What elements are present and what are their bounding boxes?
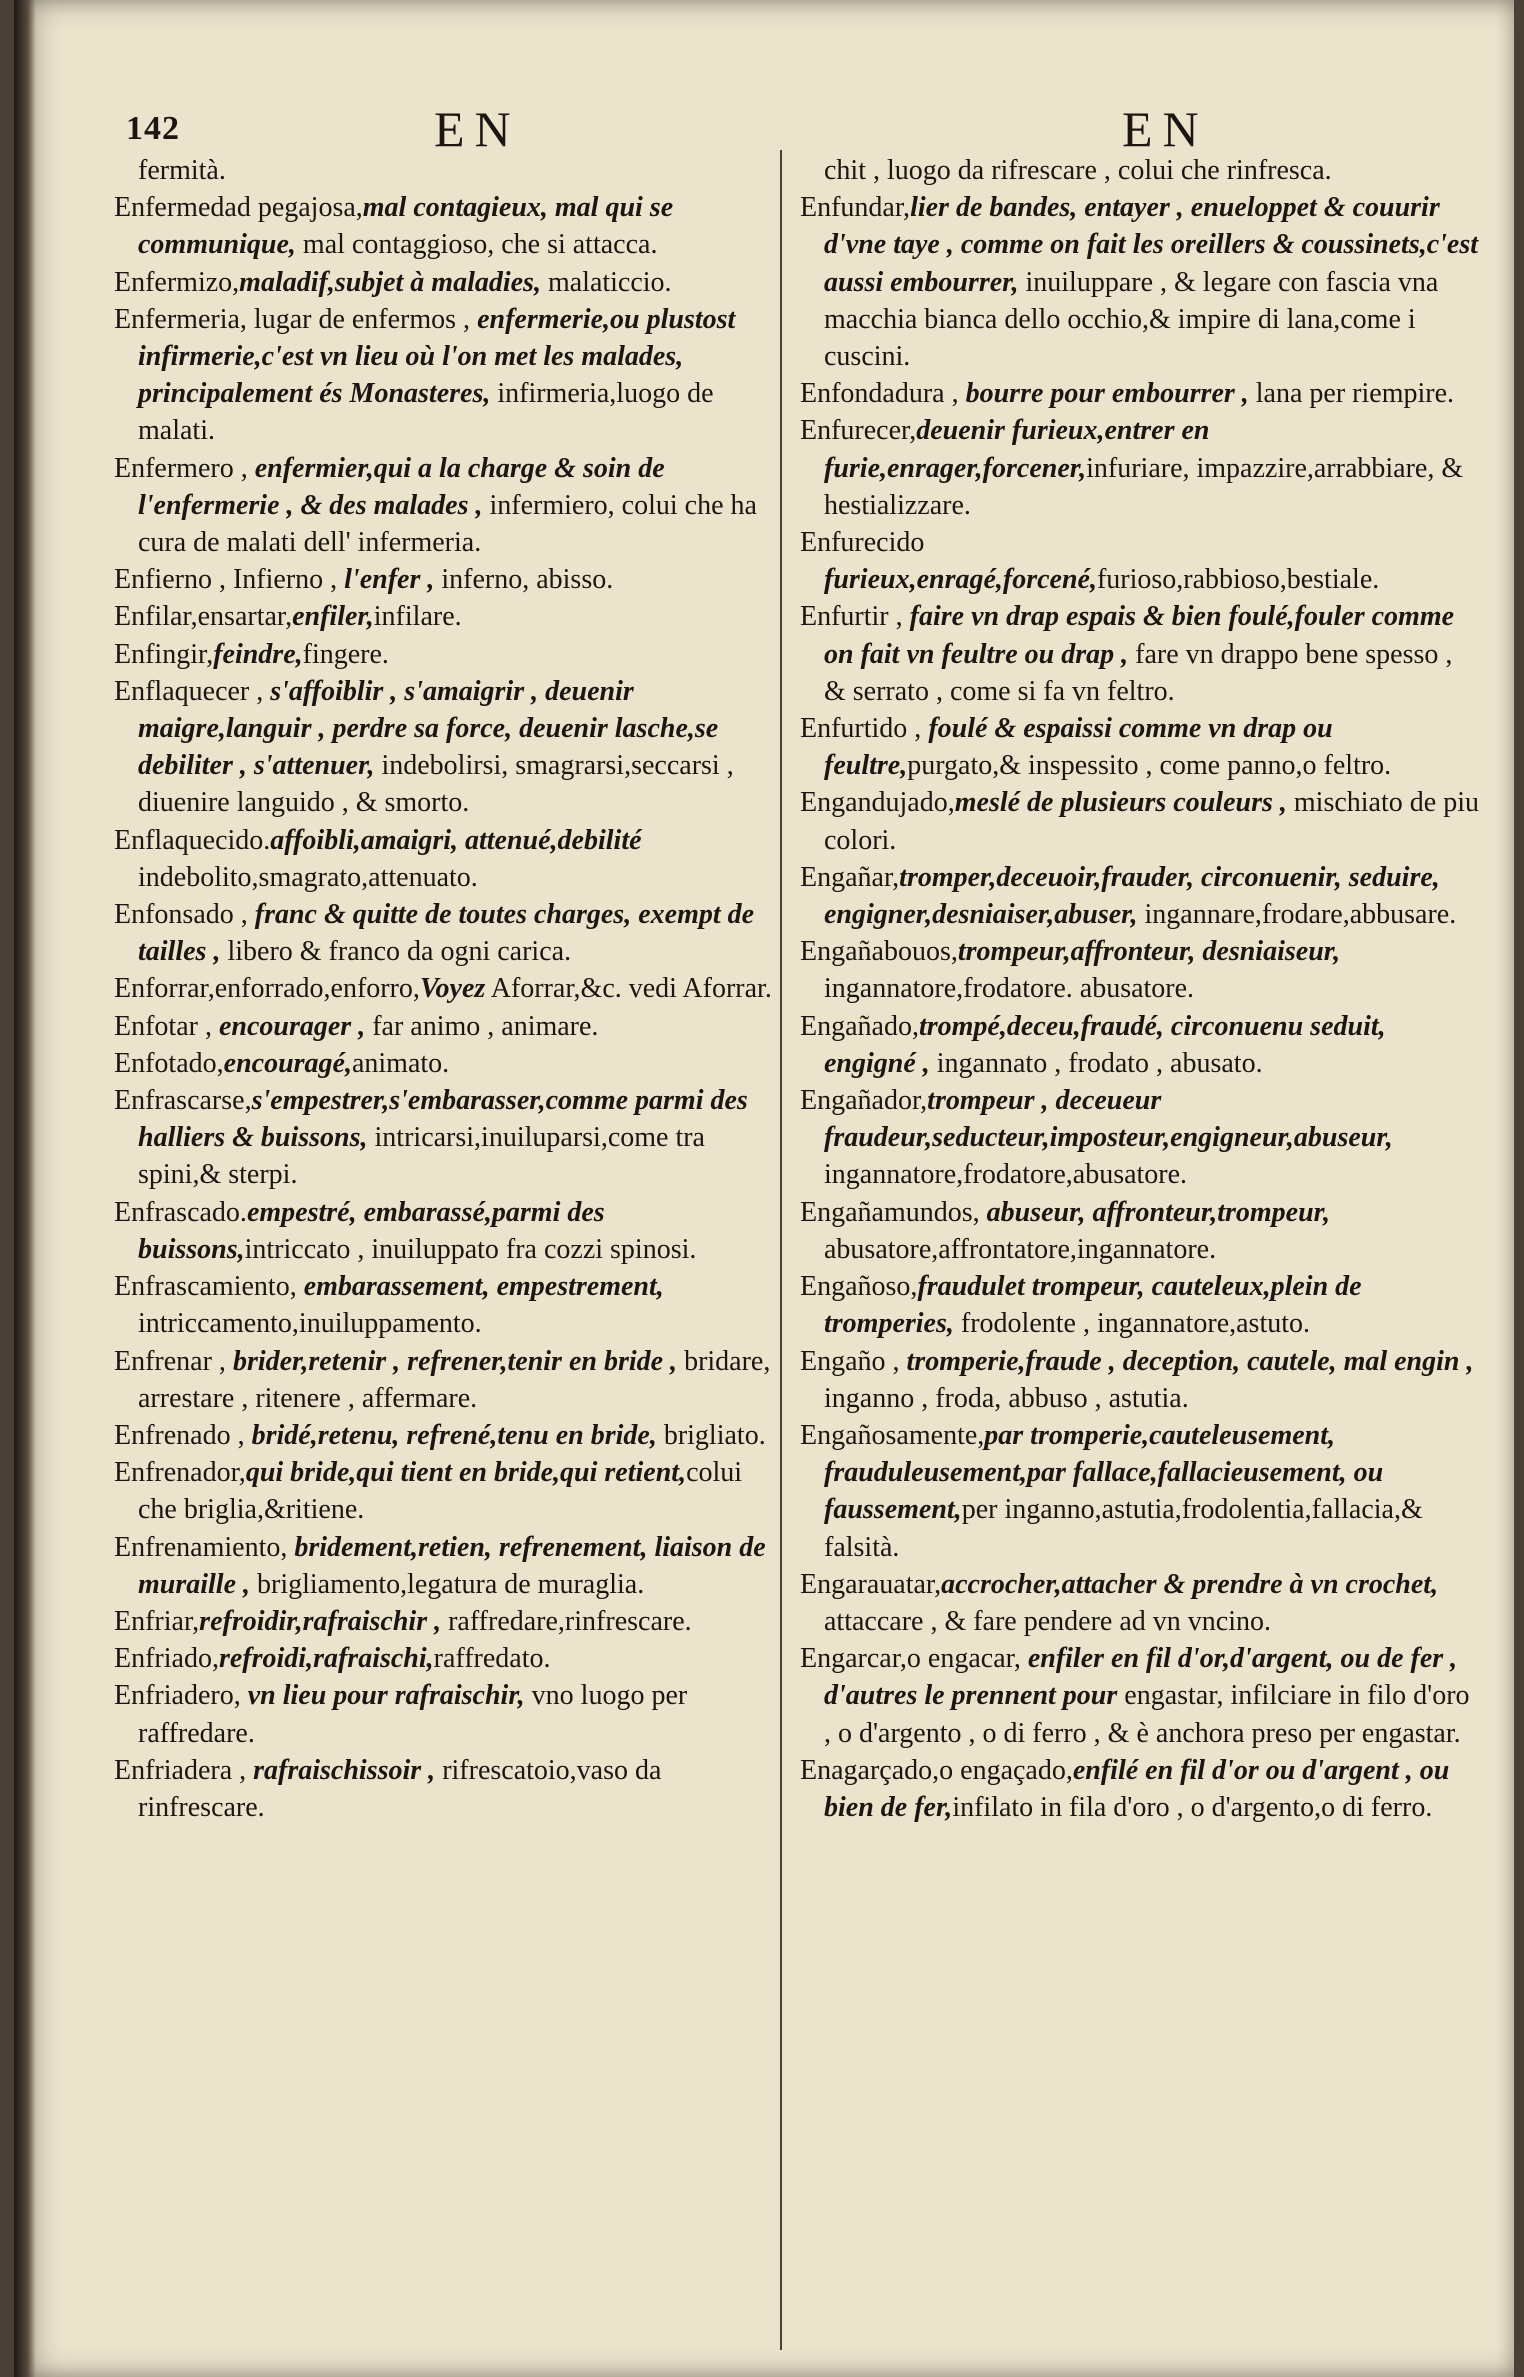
french-gloss: encourager , — [218, 1010, 366, 1042]
italian-gloss: mischiato de piu colori. — [824, 787, 1479, 856]
headword: Enfrenamiento, — [114, 1531, 295, 1563]
french-gloss: encouragé, — [223, 1047, 352, 1079]
dictionary-entry — [800, 784, 1480, 858]
french-gloss: enfiler en fil d'or,d'argent, ou de fer , d'autres le prennent pour — [824, 1643, 1458, 1712]
headword: Enfermedad pegajosa, — [114, 192, 363, 224]
italian-gloss: infirmeria,luogo de malati. — [138, 378, 714, 447]
headword: Engañabouos, — [800, 936, 958, 968]
italian-gloss: infuriare, impazzire,arrabbiare, & hestializzare. — [824, 452, 1464, 521]
italian-gloss: fingere. — [302, 638, 389, 670]
dictionary-entry — [114, 673, 784, 822]
headword: Enfurecer, — [800, 415, 917, 447]
italian-gloss: furioso,rabbioso,bestiale. — [1096, 564, 1380, 596]
dictionary-entry — [114, 598, 784, 635]
headword: Enfurtido , — [800, 713, 929, 745]
french-gloss: enfermier,qui a la charge & soin de l'enfermerie , & des malades , — [138, 452, 665, 521]
french-gloss: s'affoiblir , s'amaigrir , deuenir maigre,languir , perdre sa force, deuenir lasche,se debiliter , s'attenuer, — [138, 675, 719, 782]
french-gloss: bridement,retien, refrenement, liaison de muraille , — [138, 1531, 766, 1600]
dictionary-entry — [114, 896, 784, 970]
french-gloss: enfermerie,ou plustost infirmerie,c'est vn lieu où l'on met les malades, principalement és Monasteres, — [138, 303, 736, 410]
dictionary-entry — [800, 1082, 1480, 1194]
dictionary-entry — [800, 1194, 1480, 1268]
headword: Enfotado, — [114, 1047, 224, 1079]
french-gloss: maladif,subjet à maladies, — [239, 266, 541, 298]
headword: Enfingir, — [114, 638, 214, 670]
french-gloss: refroidi,rafraischi, — [218, 1643, 434, 1675]
headword: Enagarçado,o engaçado, — [800, 1754, 1073, 1786]
italian-gloss: animato. — [351, 1047, 450, 1079]
italian-gloss: indebolirsi, smagrarsi,seccarsi , diuenire languido , & smorto. — [138, 750, 734, 819]
italian-gloss: malaticcio. — [540, 266, 672, 298]
dictionary-entry — [114, 561, 784, 598]
headword: Engandujado, — [800, 787, 955, 819]
dictionary-entry — [114, 450, 784, 562]
headword: Engaño , — [800, 1345, 907, 1377]
french-gloss: par tromperie,cauteleusement, frauduleusement,par fallace,fallacieusement, ou faussement, — [824, 1419, 1384, 1526]
running-head-left: EN — [434, 101, 521, 157]
headword: Enfrascamiento, — [114, 1271, 304, 1303]
french-gloss: furieux,enragé,forcené, — [824, 564, 1097, 596]
italian-gloss: inganno , froda, abbuso , astutia. — [824, 1382, 1189, 1414]
italian-gloss: abusatore,affrontatore,ingannatore. — [824, 1233, 1217, 1265]
dictionary-entry — [114, 301, 784, 450]
italian-gloss: raffredare,rinfrescare. — [441, 1605, 692, 1637]
dictionary-entry — [800, 1008, 1480, 1082]
italian-gloss: ingannare,frodare,abbusare. — [1137, 899, 1457, 931]
french-gloss: s'empestrer,s'embarasser,comme parmi des halliers & buissons, — [138, 1085, 748, 1154]
italian-gloss: raffredato. — [433, 1643, 551, 1675]
headword: Enfermeria, lugar de enfermos , — [114, 303, 478, 335]
italian-gloss: fare vn drappo bene spesso , & serrato , come si fa vn feltro. — [824, 638, 1453, 707]
dictionary-entry — [800, 1752, 1480, 1826]
headword: Engarcar,o engacar, — [800, 1643, 1028, 1675]
french-gloss: foulé & espaissi comme vn drap ou feultre, — [824, 713, 1333, 782]
italian-gloss: brigliamento,legatura de muraglia. — [250, 1568, 645, 1600]
dictionary-entry — [800, 375, 1480, 412]
italian-gloss: bridare, arrestare , ritenere , affermare. — [138, 1345, 771, 1414]
french-gloss: enfilé en fil d'or ou d'argent , ou bien de fer, — [824, 1754, 1450, 1823]
italian-gloss: far animo , animare. — [365, 1010, 599, 1042]
headword: Engañado, — [800, 1010, 919, 1042]
italian-gloss: vno luogo per raffredare. — [138, 1680, 688, 1749]
french-gloss: Voyez — [419, 973, 486, 1005]
french-gloss: brider,retenir , refrener,tenir en bride , — [232, 1345, 678, 1377]
dictionary-entry — [800, 710, 1480, 784]
french-gloss: refroidir,rafraischir , — [199, 1605, 442, 1637]
french-gloss: abuseur, affronteur,trompeur, — [986, 1196, 1331, 1228]
headword: Enflaquecido. — [114, 824, 271, 856]
french-gloss: embarassement, empestrement, — [303, 1271, 664, 1303]
dictionary-entry — [800, 1640, 1480, 1752]
italian-gloss: inuiluppare , & legare con fascia vna macchia bianca dello occhio,& impire di lana,come i cuscini. — [824, 266, 1439, 373]
italian-gloss: engastar, infilciare in filo d'oro , o d'argento , o di ferro , & è anchora preso per engastar. — [824, 1680, 1470, 1749]
dictionary-entry — [800, 598, 1480, 710]
dictionary-entry — [800, 859, 1480, 933]
headword: Enfrascarse, — [114, 1085, 252, 1117]
dictionary-entry — [114, 1194, 784, 1268]
french-gloss: empestré, embarassé,parmi des buissons, — [138, 1196, 605, 1265]
dictionary-entry — [114, 1082, 784, 1194]
binding-shadow — [14, 0, 36, 2377]
french-gloss: bourre pour embourrer , — [965, 378, 1249, 410]
headword: Engañoso, — [800, 1271, 918, 1303]
italian-gloss: libero & franco da ogni carica. — [220, 936, 572, 968]
dictionary-entry — [800, 1343, 1480, 1417]
dictionary-entry — [114, 970, 784, 1007]
french-gloss: lier de bandes, entayer , enueloppet & couurir d'vne taye , comme on fait les oreillers & coussinets,c'est aussi embourrer, — [824, 192, 1479, 298]
italian-gloss: inferno, abisso. — [434, 564, 614, 596]
french-gloss: enfiler, — [292, 601, 374, 633]
headword: Enfrenador, — [114, 1457, 246, 1489]
book-page — [14, 0, 1514, 2377]
french-gloss: accrocher,attacher & prendre à vn crochet, — [941, 1568, 1439, 1600]
italian-gloss: ingannatore,frodatore. abusatore. — [824, 973, 1195, 1005]
italian-gloss: purgato,& inspessito , come panno,o feltro. — [907, 750, 1392, 782]
dictionary-entry — [114, 822, 784, 896]
dictionary-entry — [114, 1343, 784, 1417]
headword: Engañar, — [800, 861, 900, 893]
dictionary-entry — [114, 1529, 784, 1603]
dictionary-entry — [114, 1677, 784, 1751]
dictionary-entry — [114, 1640, 784, 1677]
italian-gloss: luogo da rifrescare , colui che rinfresca. — [880, 155, 1332, 186]
headword: Enfermizo, — [114, 266, 240, 298]
italian-gloss: lana per riempire. — [1248, 378, 1455, 410]
dictionary-entry — [114, 1045, 784, 1082]
italian-gloss: infilare. — [373, 601, 462, 633]
dictionary-entry — [800, 152, 1480, 189]
dictionary-entry — [114, 1454, 784, 1528]
italian-gloss: rifrescatoio,vaso da rinfrescare. — [138, 1754, 662, 1823]
headword: Enfriar, — [114, 1605, 200, 1637]
french-gloss: tromperie,fraude , deception, cautele, mal engin , — [906, 1345, 1474, 1377]
headword: Enfriadero, — [114, 1680, 248, 1712]
headword: Enfierno , Infierno , — [114, 564, 345, 596]
french-gloss: l'enfer , — [344, 564, 435, 596]
french-gloss: qui bride,qui tient en bride,qui retient, — [245, 1457, 687, 1489]
dictionary-entry — [114, 1752, 784, 1826]
headword: Engañador, — [800, 1085, 928, 1117]
headword: Enfurtir , — [800, 601, 910, 633]
headword: Enfrenar , — [114, 1345, 233, 1377]
french-gloss: affoibli,amaigri, attenué,debilité — [270, 824, 642, 856]
italian-gloss: brigliato. — [656, 1419, 766, 1451]
headword: Enfermero , — [114, 452, 255, 484]
italian-gloss: fermità. — [138, 155, 226, 186]
italian-gloss: infilato in fila d'oro , o d'argento,o di ferro. — [952, 1791, 1433, 1823]
headword: Enforrar,enforrado,enforro, — [114, 973, 420, 1005]
french-gloss: tromper,deceuoir,frauder, circonuenir, seduire, engigner,desniaiser,abuser, — [824, 861, 1440, 931]
french-gloss: vn lieu pour rafraischir, — [247, 1680, 525, 1712]
dictionary-entry — [114, 152, 784, 189]
headword: Enfotar , — [114, 1010, 219, 1042]
french-gloss: trompé,deceu,fraudé, circonuenu seduit, engigné , — [824, 1010, 1386, 1079]
right-column — [800, 152, 1480, 1826]
italian-gloss: ingannatore,frodatore,abusatore. — [824, 1159, 1188, 1191]
headword: Enflaquecer , — [114, 675, 271, 707]
dictionary-entry — [800, 1417, 1480, 1566]
dictionary-entry — [114, 1008, 784, 1045]
italian-gloss: ingannato , frodato , abusato. — [929, 1047, 1263, 1079]
italian-gloss: infermiero, colui che ha cura de malati dell' infermeria. — [138, 489, 757, 559]
french-gloss: franc & quitte de toutes charges, exempt de tailles , — [138, 899, 755, 968]
italian-gloss: mal contaggioso, che si attacca. — [295, 229, 658, 261]
dictionary-entry — [800, 1268, 1480, 1342]
headword: Enfrascado. — [114, 1196, 247, 1228]
headword: Enfilar,ensartar, — [114, 601, 293, 633]
french-gloss: faire vn drap espais & bien foulé,fouler comme on fait vn feultre ou drap , — [824, 601, 1455, 670]
dictionary-entry — [800, 1566, 1480, 1640]
headword: Enfriadera , — [114, 1754, 254, 1786]
dictionary-entry — [114, 264, 784, 301]
italian-gloss: attaccare , & fare pendere ad vn vncino. — [824, 1605, 1271, 1637]
left-column — [114, 152, 784, 1826]
running-head-right: EN — [1122, 101, 1209, 157]
italian-gloss: intriccato , inuiluppato fra cozzi spinosi. — [244, 1233, 697, 1265]
headword: Enfonsado , — [114, 899, 255, 931]
french-gloss: mal contagieux, mal qui se communique, — [138, 192, 674, 261]
dictionary-entry — [114, 636, 784, 673]
headword: Enfundar, — [800, 192, 911, 224]
french-gloss: feindre, — [213, 638, 303, 670]
french-gloss: rafraischissoir , — [253, 1754, 436, 1786]
dictionary-entry — [800, 524, 1480, 598]
dictionary-entry — [114, 1603, 784, 1640]
french-gloss: trompeur , deceueur fraudeur,seducteur,imposteur,engigneur,abuseur, — [824, 1085, 1393, 1154]
italian-gloss: colui che briglia,&ritiene. — [138, 1457, 743, 1526]
headword: Enfondadura , — [800, 378, 966, 410]
dictionary-entry — [800, 933, 1480, 1007]
dictionary-entry — [114, 1268, 784, 1342]
headword: Enfurecido — [800, 527, 925, 559]
italian-gloss: intriccamento,inuiluppamento. — [138, 1308, 482, 1340]
italian-gloss: intricarsi,inuiluparsi,come tra spini,& sterpi. — [138, 1122, 705, 1191]
french-gloss: bridé,retenu, refrené,tenu en bride, — [251, 1419, 657, 1451]
dictionary-entry — [800, 189, 1480, 375]
dictionary-entry — [114, 189, 784, 263]
headword: Engañosamente, — [800, 1419, 985, 1451]
dictionary-entry — [114, 1417, 784, 1454]
page-number: 142 — [126, 110, 180, 147]
french-gloss: deuenir furieux,entrer en furie,enrager,forcener, — [824, 415, 1210, 484]
italian-gloss: indebolito,smagrato,attenuato. — [138, 861, 478, 893]
dictionary-entry — [800, 412, 1480, 524]
french-gloss: fraudulet trompeur, cauteleux,plein de tromperies, — [824, 1271, 1362, 1340]
italian-gloss: per inganno,astutia,frodolentia,fallacia,& falsità. — [824, 1494, 1423, 1563]
headword: Enfrenado , — [114, 1419, 252, 1451]
headword: Engañamundos, — [800, 1196, 987, 1228]
headword: Enfriado, — [114, 1643, 219, 1675]
french-gloss: trompeur,affronteur, desniaiseur, — [957, 936, 1341, 968]
french-gloss: meslé de plusieurs couleurs , — [954, 787, 1287, 819]
italian-gloss: Aforrar,&c. vedi Aforrar. — [485, 973, 772, 1005]
french-gloss: chit , — [824, 155, 880, 186]
headword: Engarauatar, — [800, 1568, 942, 1600]
italian-gloss: frodolente , ingannatore,astuto. — [953, 1308, 1311, 1340]
